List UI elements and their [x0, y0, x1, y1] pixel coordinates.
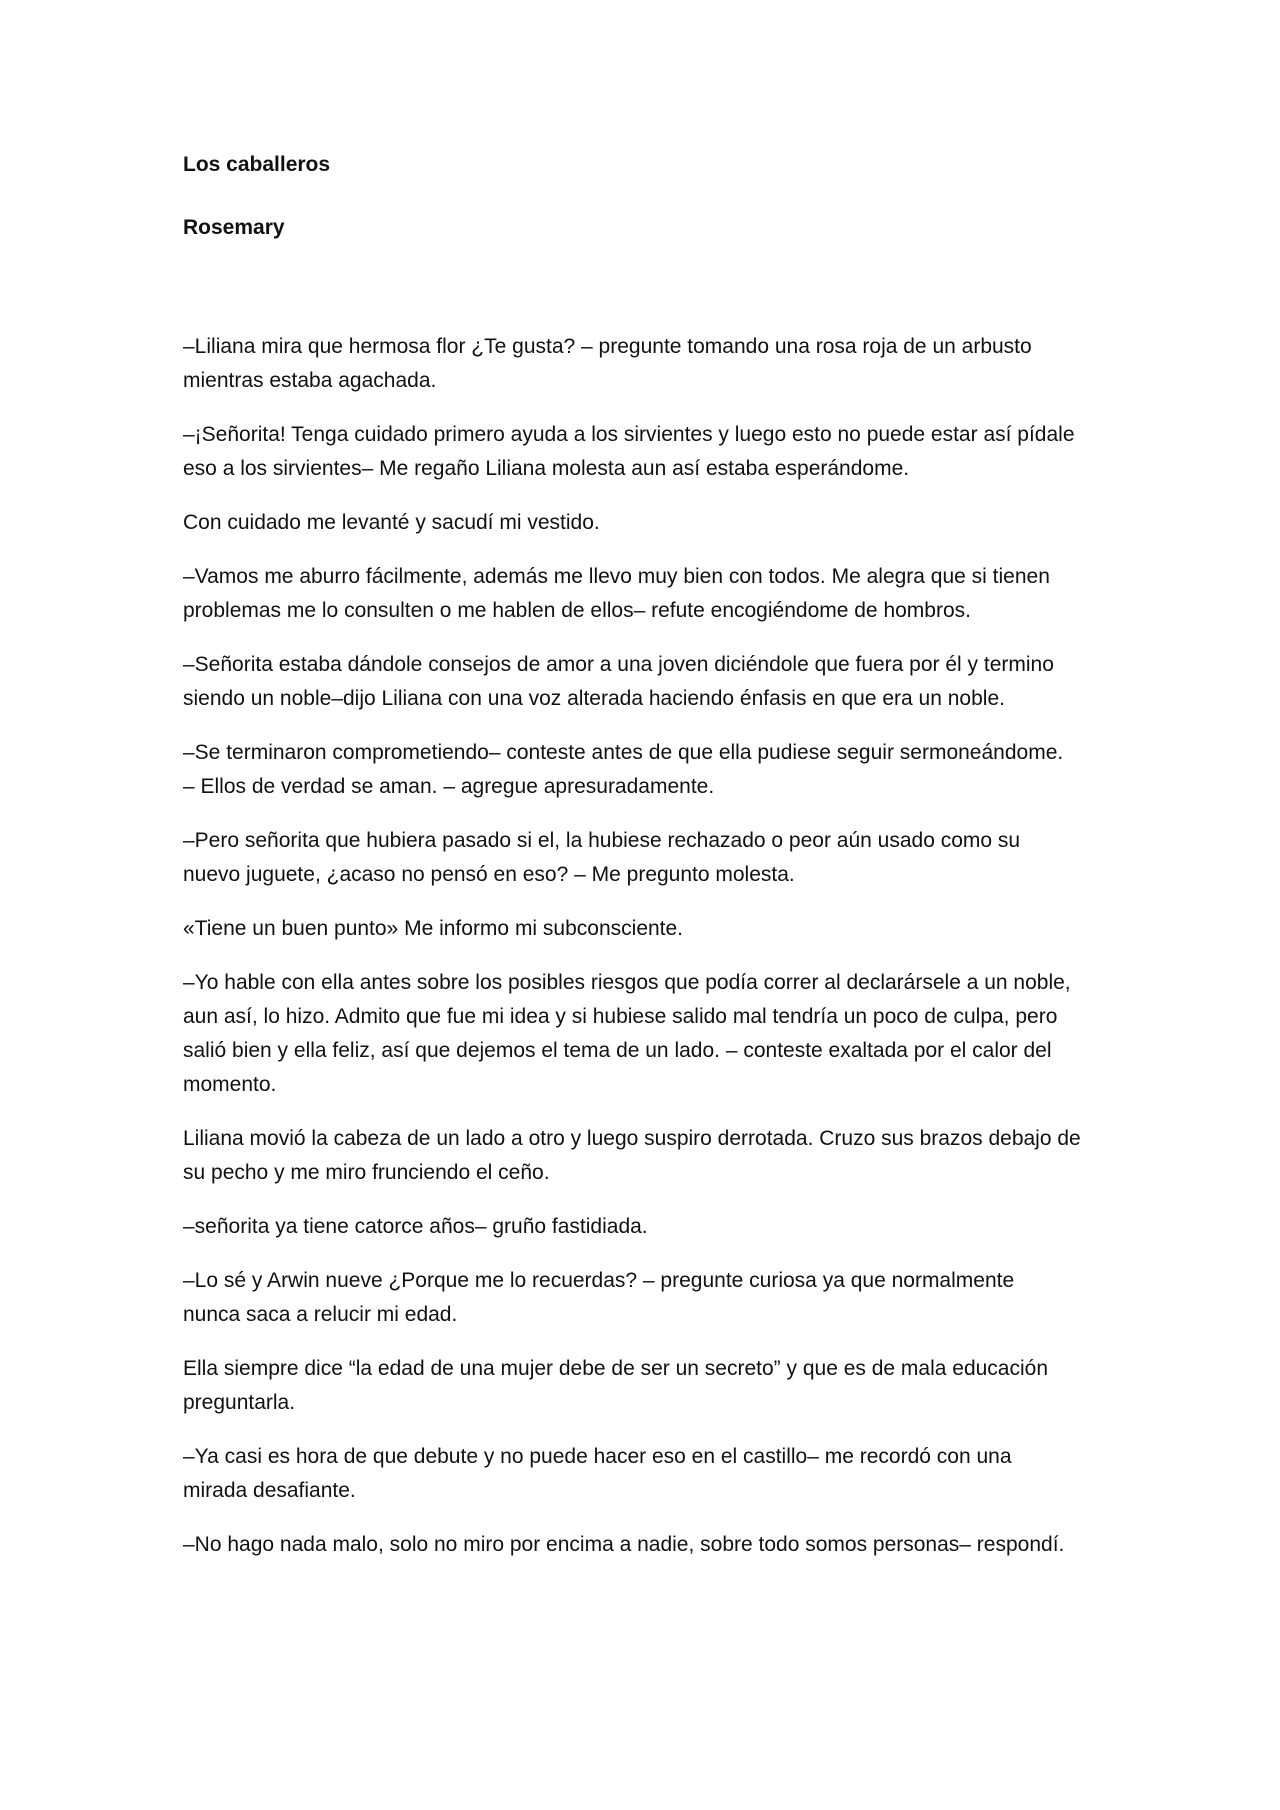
paragraph: Liliana movió la cabeza de un lado a otro y luego suspiro derrotada. Cruzo sus brazos debajo de su pecho y me miro frunciendo el ceño. [183, 1127, 1081, 1184]
paragraph: Con cuidado me levanté y sacudí mi vestido. [183, 511, 600, 534]
paragraph: –Señorita estaba dándole consejos de amor a una joven diciéndole que fuera por él y termino siendo un noble–dijo Liliana con una voz alterada haciendo énfasis en que era un noble. [183, 653, 1054, 710]
paragraph: –Liliana mira que hermosa flor ¿Te gusta? – pregunte tomando una rosa roja de un arbusto mientras estaba agachada. [183, 335, 1032, 392]
paragraph: –señorita ya tiene catorce años– gruño fastidiada. [183, 1215, 648, 1238]
document-body [183, 330, 1103, 1562]
document-content [183, 150, 1103, 1582]
author-name: Rosemary [183, 216, 285, 239]
paragraph: –Se terminaron comprometiendo– conteste antes de que ella pudiese seguir sermoneándome. – Ellos de verdad se aman. – agregue apresuradamente. [183, 741, 1064, 798]
paragraph: –Lo sé y Arwin nueve ¿Porque me lo recuerdas? – pregunte curiosa ya que normalmente nunca saca a relucir mi edad. [183, 1269, 1015, 1326]
paragraph: «Tiene un buen punto» Me informo mi subconsciente. [183, 917, 684, 940]
paragraph: –Ya casi es hora de que debute y no puede hacer eso en el castillo– me recordó con una mirada desafiante. [183, 1445, 1012, 1502]
paragraph: –No hago nada malo, solo no miro por encima a nadie, sobre todo somos personas– respondí. [183, 1533, 1065, 1556]
paragraph: –Yo hable con ella antes sobre los posibles riesgos que podía correr al declarársele a un noble, aun así, lo hizo. Admito que fue mi idea y si hubiese salido mal tendría un poco de culpa, pero salió bien y ella feliz, así que dejemos el tema de un lado. – conteste exaltada por el calor del momento. [183, 971, 1071, 1096]
paragraph: –¡Señorita! Tenga cuidado primero ayuda a los sirvientes y luego esto no puede estar así pídale eso a los sirvientes– Me regaño Liliana molesta aun así estaba esperándome. [183, 423, 1075, 480]
paragraph: –Pero señorita que hubiera pasado si el, la hubiese rechazado o peor aún usado como su nuevo juguete, ¿acaso no pensó en eso? – Me pregunto molesta. [183, 829, 1021, 886]
document-title: Los caballeros [183, 153, 331, 176]
paragraph: Ella siempre dice “la edad de una mujer debe de ser un secreto” y que es de mala educación preguntarla. [183, 1357, 1049, 1414]
paragraph: –Vamos me aburro fácilmente, además me llevo muy bien con todos. Me alegra que si tienen problemas me lo consulten o me hablen de ellos– refute encogiéndome de hombros. [183, 565, 1050, 622]
